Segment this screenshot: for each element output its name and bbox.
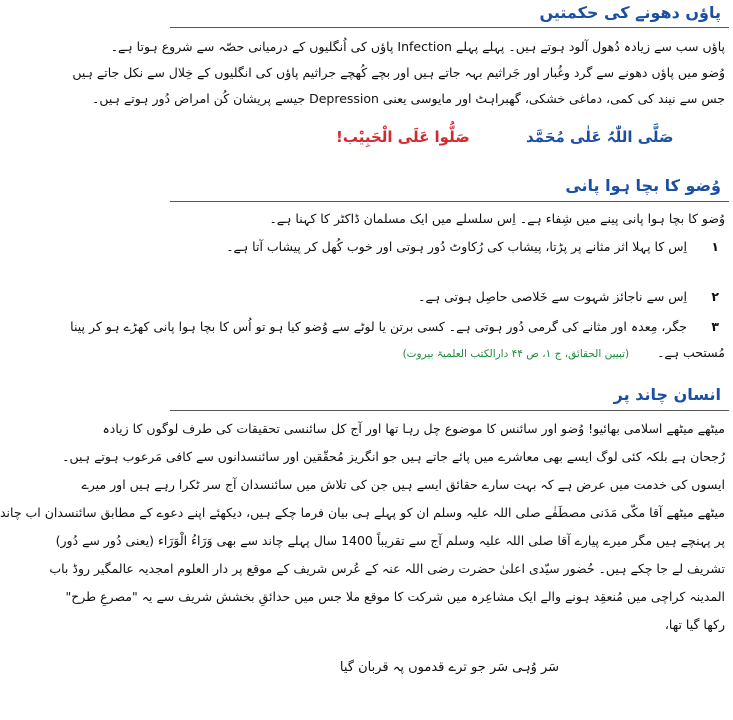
paragraph-line: پر پہنچے ہیں مگر میرے پیارے آقا صلی اللہ علیہ وسلم آج سے تقریباً 1400 سال پہلے چاند سے بھی وَرَاءُ الْوَرَاء (یعنی دُور سے دُور) [55,533,725,548]
poetry-verse: سَر وُہی سَر جو ترے قدموں پہ قربان گیا [339,660,560,675]
heading-divider [170,27,729,28]
paragraph-line: وُضو کا بچا ہوا پانی پینے میں شِفاء ہے۔ اِس سلسلے میں ایک مسلمان ڈاکٹر کا کہنا ہے۔ [269,211,725,226]
paragraph-line: میٹھے میٹھے اسلامی بھائیو! وُضو اور سائنس کا موضوع چل رہا تھا اور آج کل سائنسی تحقیقات کی طرف لوگوں کا زیادہ [102,421,725,436]
list-item: اِس سے ناجائز شہوت سے خَلاصی حاصِل ہوتی ہے۔ [418,289,687,304]
paragraph-line: المدینہ کراچی میں مُنعقِد ہونے والے ایک مشاعِرہ میں شرکت کا موقع ملا جس میں حدائقِ بخشش شریف سے یہ "مصرعِ طرح" [65,589,725,604]
section-heading-feet-washing: پاؤں دھونے کی حکمتیں [539,3,721,22]
list-number: ۲ [711,289,719,304]
heading-divider [170,201,729,202]
paragraph-line: تشریف لے جا چکے ہیں۔ حُضور سیّدی اعلیٰ حضرت رضی اللہ عنہ کے عُرس شریف کے موقع پر دار العلوم امجدیہ عالمگیر روڈ باب [49,561,725,576]
paragraph-line: رکھا گیا تھا، [664,617,725,632]
list-number: ۱ [711,239,719,254]
paragraph-line: وُضو میں پاؤں دھونے سے گرد وغُبار اور جَراثیم بہہ جاتے ہیں اور بچے کُھچے جراثیم پاؤں کی انگلیوں کے خِلال سے نکل جاتے ہیں [72,65,725,80]
paragraph-line: رُجحان ہے بلکہ کئی لوگ ایسے بھی معاشرے میں پائے جاتے ہیں جو انگریز مُحقّقین اور سائنسدانوں سے کافی مَرعوب ہوتے ہیں۔ [62,449,725,464]
section-heading-man-on-moon: انسان چاند پر [613,385,721,404]
paragraph-line: میٹھے میٹھے آقا مکّی مَدَنی مصطَفٰے صلی اللہ علیہ وسلم ان کو پہلے ہی بیان فرما چکے ہیں، دیکھئے اپنے دعوے کے مطابق سائنسدان اب چاند [0,505,725,520]
list-number: ۳ [711,319,719,334]
paragraph-line: جس سے نیند کی کمی، دماغی خشکی، گھبراہٹ اور مایوسی یعنی Depression جیسے پریشان کُن امراض دُور ہوتے ہیں۔ [92,91,725,106]
list-item: اِس کا پہلا اثر مثانے پر پڑتا، پیشاب کی رُکاوٹ دُور ہوتی اور خوب کُھل کر پیشاب آتا ہے۔ [226,239,687,254]
durood-right: صَلَّی اللّٰہُ عَلٰی مُحَمَّد [526,128,674,146]
reference-citation: (تبیین الحقائق، ج ۱، ص ۴۴ دارالکتب العلمیۃ بیروت) [402,348,630,360]
durood-left: صَلُّوا عَلَی الْحَبِیْب! [336,128,470,146]
closing-text: مُستحب ہے۔ [657,345,725,360]
heading-divider [170,410,729,411]
section-heading-leftover-water: وُضو کا بچا ہوا پانی [565,176,721,195]
list-item: جگر، مِعدہ اور مثانے کی گرمی دُور ہوتی ہے۔ کسی برتن یا لوٹے سے وُضو کیا ہو تو اُس کا بچا ہوا پانی کھڑے ہو کر پینا [70,319,687,334]
paragraph-line: پاؤں سب سے زیادہ دُھول آلود ہوتے ہیں۔ پہلے پہلے Infection پاؤں کی اُنگلیوں کے درمیانی حصّہ سے شروع ہوتا ہے۔ [110,39,725,54]
paragraph-line [174,342,725,365]
paragraph-line: ایسوں کی خدمت میں عرض ہے کہ بہت سارے حقائق ایسے ہیں جن کی تلاش میں سائنسدان آج سر ٹکرا رہے ہیں اور میرے [81,477,725,492]
